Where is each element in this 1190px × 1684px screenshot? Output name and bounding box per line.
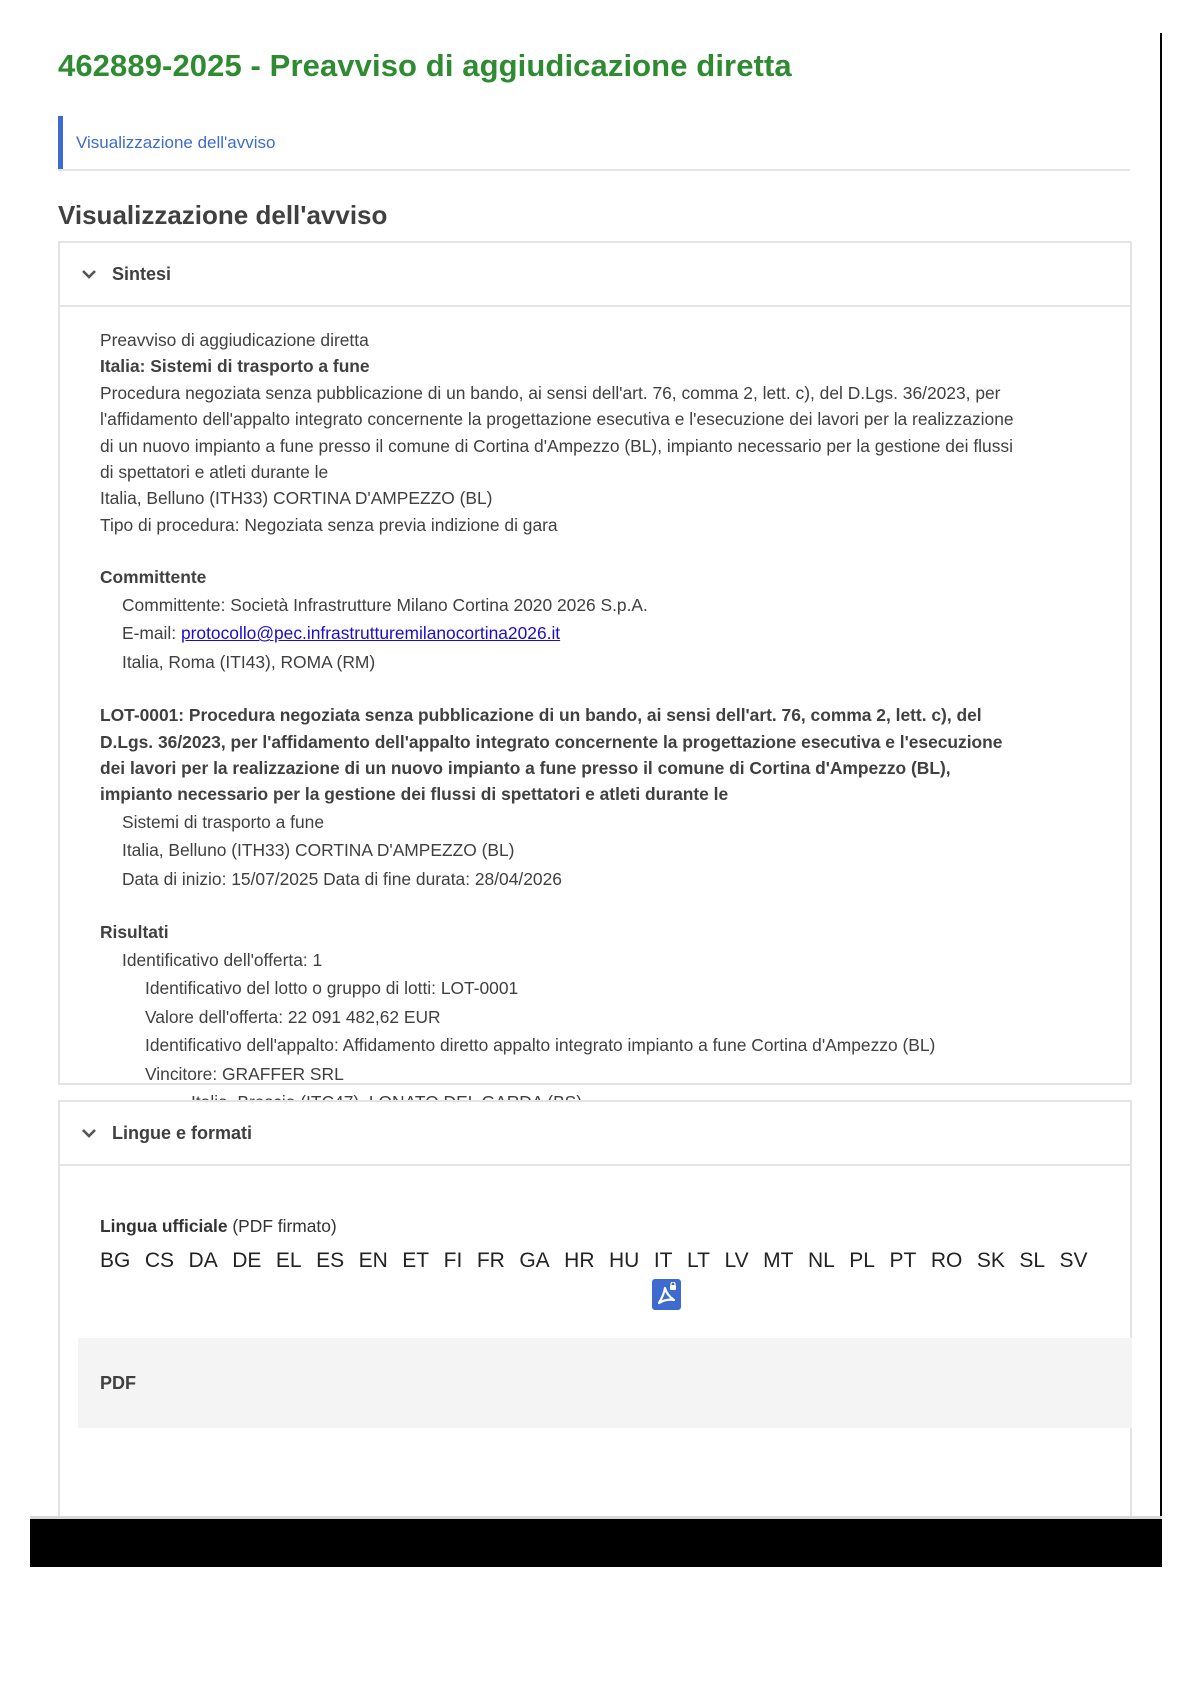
- languages-panel: [58, 1100, 1132, 1522]
- chevron-down-icon: [80, 1124, 98, 1142]
- sintesi-panel: [58, 241, 1132, 1085]
- lot-location: Italia, Belluno (ITH33) CORTINA D'AMPEZZO (BL): [122, 840, 515, 861]
- tab-notice-view[interactable]: Visualizzazione dell'avviso: [58, 116, 275, 169]
- contract-id: Identificativo dell'appalto: Affidamento diretto appalto integrato impianto a fune Cortina d'Ampezzo (BL): [145, 1035, 936, 1056]
- offer-id: Identificativo dell'offerta: 1: [122, 949, 323, 970]
- page-edge-rule: [1160, 33, 1162, 1523]
- lot-dates: Data di inizio: 15/07/2025 Data di fine durata: 28/04/2026: [122, 868, 562, 889]
- results-heading: Risultati: [100, 922, 169, 943]
- email-label: E-mail:: [122, 623, 181, 644]
- languages-panel-title: Lingue e formati: [112, 1122, 253, 1143]
- sintesi-panel-title: Sintesi: [112, 263, 172, 284]
- lot-heading-line: D.Lgs. 36/2023, per l'affidamento dell'appalto integrato concernente la progettazione esecutiva e l'esecuzione: [100, 731, 1003, 752]
- language-sl[interactable]: SL: [1019, 1249, 1046, 1272]
- languages-panel-toggle[interactable]: [60, 1102, 1130, 1166]
- language-el[interactable]: EL: [275, 1249, 302, 1272]
- sintesi-panel-toggle[interactable]: [60, 243, 1130, 307]
- language-es[interactable]: ES: [316, 1249, 345, 1272]
- language-da[interactable]: DA: [188, 1249, 218, 1272]
- language-et[interactable]: ET: [402, 1249, 430, 1272]
- notice-type: Preavviso di aggiudicazione diretta: [100, 330, 369, 350]
- language-lt[interactable]: LT: [687, 1249, 710, 1272]
- description-line: di un nuovo impianto a fune presso il comune di Cortina d'Ampezzo (BL), impianto necessario per la gestione dei flussi: [100, 435, 1013, 456]
- language-lv[interactable]: LV: [724, 1249, 749, 1272]
- language-bg[interactable]: BG: [100, 1249, 131, 1272]
- chevron-down-icon: [80, 265, 98, 283]
- language-ro[interactable]: RO: [930, 1249, 963, 1272]
- page-title: 462889-2025 - Preavviso di aggiudicazione diretta: [58, 48, 792, 83]
- language-hu[interactable]: HU: [609, 1249, 640, 1272]
- sintesi-panel-body: [60, 307, 1130, 1137]
- language-nl[interactable]: NL: [807, 1249, 835, 1272]
- notice-subject: Italia: Sistemi di trasporto a fune: [100, 356, 370, 377]
- language-cs[interactable]: CS: [144, 1249, 175, 1272]
- language-it[interactable]: IT: [653, 1249, 673, 1272]
- language-fr[interactable]: FR: [476, 1249, 505, 1272]
- lot-heading-line: impianto necessario per la gestione dei flussi di spettatori e atleti durante le: [100, 784, 729, 805]
- language-pl[interactable]: PL: [849, 1249, 875, 1272]
- committente-name: Committente: Società Infrastrutture Milano Cortina 2020 2026 S.p.A.: [122, 594, 648, 615]
- notice-location: Italia, Belluno (ITH33) CORTINA D'AMPEZZO (BL): [100, 488, 493, 509]
- winner: Vincitore: GRAFFER SRL: [145, 1063, 344, 1084]
- lot-heading-line: dei lavori per la realizzazione di un nuovo impianto a fune presso il comune di Cortina d'Ampezzo (BL),: [100, 757, 951, 778]
- language-pt[interactable]: PT: [889, 1249, 917, 1272]
- language-sv[interactable]: SV: [1059, 1249, 1088, 1272]
- procedure-type: Tipo di procedura: Negoziata senza previa indizione di gara: [100, 514, 558, 535]
- lot-category: Sistemi di trasporto a fune: [122, 811, 325, 832]
- committente-location: Italia, Roma (ITI43), ROMA (RM): [122, 651, 376, 672]
- language-de[interactable]: DE: [232, 1249, 262, 1272]
- committente-email-row: [100, 619, 1090, 648]
- language-it-wrap: [654, 1249, 673, 1273]
- languages-panel-body: [60, 1166, 1130, 1273]
- pdf-section: [78, 1338, 1132, 1428]
- official-language-label: Lingua ufficiale: [100, 1216, 228, 1236]
- language-fi[interactable]: FI: [443, 1249, 463, 1272]
- lot-id: Identificativo del lotto o gruppo di lotti: LOT-0001: [145, 978, 519, 999]
- language-hr[interactable]: HR: [564, 1249, 595, 1272]
- committente-heading: Committente: [100, 567, 207, 588]
- section-title: Visualizzazione dell'avviso: [58, 200, 388, 230]
- description-line: l'affidamento dell'appalto integrato concernente la progettazione esecutiva e l'esecuzione dei lavori per la realizzazione: [100, 409, 1014, 430]
- offer-value: Valore dell'offerta: 22 091 482,62 EUR: [145, 1006, 441, 1027]
- pdf-section-label: PDF: [100, 1372, 136, 1393]
- lot-heading-line: LOT-0001: Procedura negoziata senza pubblicazione di un bando, ai sensi dell'art. 76, comma 2, lett. c), del: [100, 705, 982, 726]
- language-mt[interactable]: MT: [763, 1249, 794, 1272]
- language-sk[interactable]: SK: [976, 1249, 1005, 1272]
- description-line: di spettatori e atleti durante le: [100, 462, 329, 483]
- language-list: [100, 1249, 1090, 1273]
- language-ga[interactable]: GA: [519, 1249, 550, 1272]
- official-language-note: (PDF firmato): [227, 1216, 337, 1236]
- email-link[interactable]: protocollo@pec.infrastrutturemilanocortina2026.it: [180, 623, 561, 644]
- description-line: Procedura negoziata senza pubblicazione di un bando, ai sensi dell'art. 76, comma 2, lett. c), del D.Lgs. 36/2023, per: [100, 382, 1001, 403]
- tab-bar: [58, 116, 1130, 171]
- signed-pdf-icon[interactable]: [652, 1279, 681, 1310]
- black-bar: [30, 1519, 1162, 1567]
- official-language-label-row: [100, 1216, 1090, 1237]
- language-en[interactable]: EN: [358, 1249, 388, 1272]
